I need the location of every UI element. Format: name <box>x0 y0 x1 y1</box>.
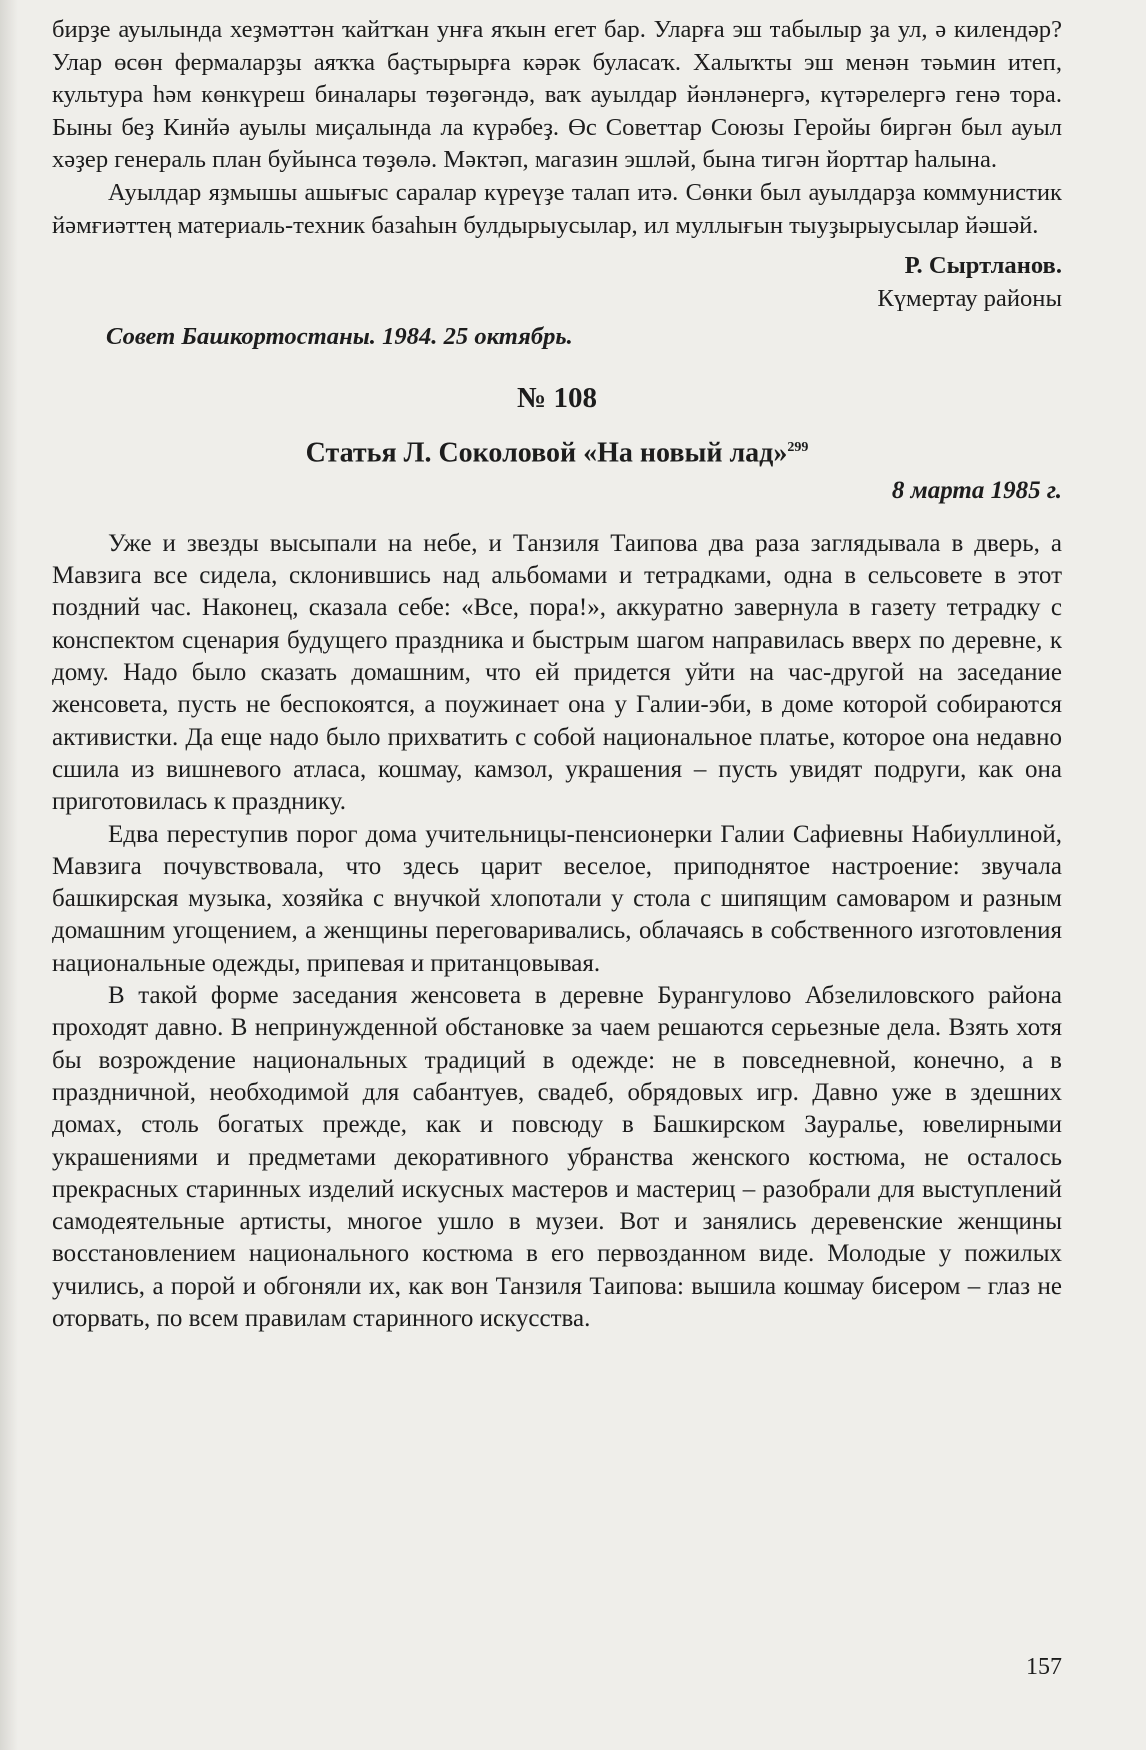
bashkir-paragraph-1: бирҙе ауылында хеҙмәттән ҡайтҡан унға яҡын егет бар. Уларға эш табылыр ҙа ул, ә килендәр? Улар өсөн фермаларҙы аяҡҡа баҫтырырға кәрәк буласаҡ. Халыҡты эш менән тәьмин итеп, культура һәм көнкүреш биналары төҙөгәндә, ваҡ ауылдар йәнләнергә, күтәрелергә генә тора. Быны беҙ Кинйә ауылы миҫалында ла күрәбеҙ. Өс Советтар Союзы Геройы биргән был ауыл хәҙер генераль план буйынса төҙөлә. Мәктәп, магазин эшләй, бына тигән йорттар һалына. <box>52 16 1062 174</box>
article-body <box>52 528 1062 1335</box>
document-number: № 108 <box>517 381 597 414</box>
document-title-text: Статья Л. Соколовой «На новый лад» <box>305 437 788 469</box>
footnote-reference: 299 <box>787 439 809 455</box>
author-signature: Р. Сыртланов. <box>904 252 1062 280</box>
page-number: 157 <box>1026 1654 1062 1680</box>
author-district: Күмертау районы <box>877 284 1062 312</box>
bashkir-paragraph-2: Ауылдар яҙмышы ашығыс саралар күреүҙе талап итә. Сөнки был ауылдарҙа коммунистик йәмғиәттең материаль-техник базаһын булдырыусылар, ил муллығын тыуҙырыусылар йәшәй. <box>52 178 1062 239</box>
page-edge-shadow <box>0 0 18 1750</box>
article-paragraph-2: Едва переступив порог дома учительницы-пенсионерки Галии Сафиевны Набиуллиной, Мавзига почувствовала, что здесь царит веселое, приподнятое настроение: звучала башкирская музыка, хозяйка с внучкой хлопотали у стола с шипящим самоваром и разным домашним угощением, а женщины переговаривались, облачаясь в собственного изготовления национальные одежды, припевая и пританцовывая. <box>52 820 1062 977</box>
page-content <box>52 14 1062 1335</box>
source-citation: Совет Башкортостаны. 1984. 25 октябрь. <box>106 323 573 351</box>
article-paragraph-1: Уже и звезды высыпали на небе, и Танзиля Таипова два раза заглядывала в дверь, а Мавзига все сидела, склонившись над альбомами и тетрадками, одна в сельсовете в этот поздний час. Наконец, сказала себе: «Все, пора!», аккуратно завернула в газету тетрадку с конспектом сценария будущего праздника и быстрым шагом направилась вверх по деревне, к дому. Надо было сказать домашним, что ей придется уйти на час-другой на заседание женсовета, пусть не беспокоятся, а поужинает она у Галии-эби, в доме которой собираются активистки. Да еще надо было прихватить с собой национальное платье, которое она недавно сшила из вишневого атласа, кошмау, камзол, украшения – пусть увидят подруги, как она приготовилась к празднику. <box>52 529 1062 816</box>
document-date: 8 марта 1985 г. <box>891 477 1062 505</box>
document-title <box>52 428 1062 473</box>
article-paragraph-3: В такой форме заседания женсовета в деревне Бурангулово Абзелиловского района проходят давно. В непринужденной обстановке за чаем решаются серьезные дела. Взять хотя бы возрождение национальных традиций в одежде: не в повседневной, конечно, а в праздничной, необходимой для сабантуев, свадеб, обрядовых игр. Давно уже в здешних домах, столь богатых прежде, как и повсюду в Башкирском Зауралье, ювелирными украшениями и предметами декоративного убранства женского костюма, не осталось прекрасных старинных изделий искусных мастеров и мастериц – разобрали для выступлений самодеятельные артисты, многое ушло в музеи. Вот и занялись деревенские женщины восстановлением национального костюма в его первозданном виде. Молодые у пожилых учились, а порой и обгоняли их, как вон Танзиля Таипова: вышила кошмау бисером – глаз не оторвать, по всем правилам старинного искусства. <box>52 982 1062 1332</box>
